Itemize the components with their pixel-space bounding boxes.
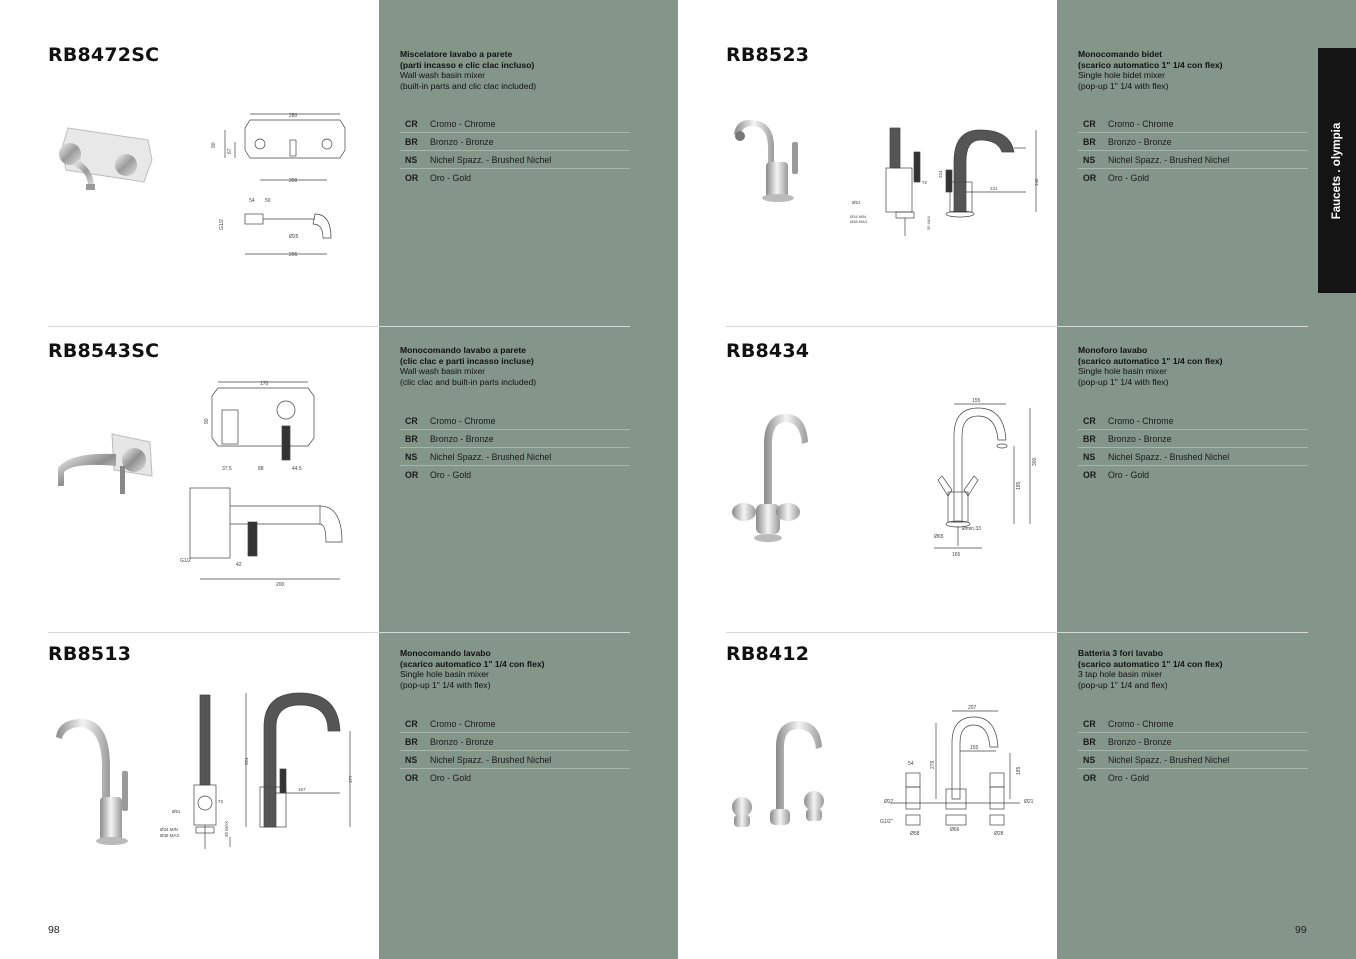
product-rb8543sc [0,296,678,596]
technical-drawing [930,396,1040,561]
svg-text:54: 54 [908,761,914,767]
product-description: Monocomando lavabo (scarico automatico 1" 1/4 con flex) Single hole basin mixer (pop-up 1" 1/4 with flex) [400,648,545,690]
svg-text:90: 90 [204,418,210,424]
svg-text:G1/2: G1/2 [180,558,191,564]
svg-text:Ømin.33: Ømin.33 [962,526,981,532]
finish-row: BR Bronzo - Bronze [1078,133,1308,151]
svg-text:155: 155 [972,398,981,404]
svg-text:67: 67 [227,148,233,154]
finish-row: CR Cromo - Chrome [1078,412,1308,430]
finish-list [1078,412,1308,484]
finish-row: NS Nichel Spazz. - Brushed Nichel [1078,151,1308,169]
finish-row: OR Oro - Gold [405,773,472,783]
svg-text:224: 224 [938,170,943,178]
technical-drawing [180,376,360,591]
svg-text:42: 42 [236,562,242,568]
section-side-tab [1318,48,1356,293]
finish-row: NS Nichel Spazz. - Brushed Nichel [1078,448,1308,466]
technical-drawing [850,122,1045,242]
finish-row: BR Bronzo - Bronze [1078,733,1308,751]
svg-text:Ø65: Ø65 [934,534,944,540]
product-photo [48,707,148,847]
product-description: Miscelatore lavabo a parete (parti incasso e clic clac incluso) Wall wash basin mixer (built-in parts and clic clac included) [400,49,537,91]
product-rb8472sc [0,0,678,300]
finish-row: OR Oro - Gold [1083,470,1150,480]
svg-text:Ø21: Ø21 [1024,799,1034,805]
product-description: Monocomando bidet (scarico automatico 1" 1/4 con flex) Single hole bidet mixer (pop-up 1" 1/4 with flex) [1078,49,1223,91]
product-rb8523 [678,0,1356,300]
right-page [678,0,1356,959]
svg-text:90: 90 [211,142,217,148]
finish-row: BR Bronzo - Bronze [1078,430,1308,448]
svg-text:207: 207 [968,705,977,711]
svg-text:35 MAX: 35 MAX [926,215,931,230]
finish-row: BR Bronzo - Bronze [400,733,630,751]
svg-text:50: 50 [265,198,271,204]
svg-text:200: 200 [289,178,298,184]
finish-row: OR Oro - Gold [405,470,472,480]
svg-text:185: 185 [1016,766,1022,775]
product-photo [730,110,820,205]
finish-row: CR Cromo - Chrome [1078,715,1308,733]
svg-text:35 MAX: 35 MAX [224,820,229,837]
finish-row: OR Oro - Gold [405,173,472,183]
svg-text:300: 300 [1032,457,1038,466]
svg-text:200: 200 [276,582,285,588]
product-code: RB8412 [726,643,810,665]
finish-list [400,412,630,484]
finish-row: NS Nichel Spazz. - Brushed Nichel [1078,751,1308,769]
product-code: RB8472SC [48,44,160,66]
svg-text:146: 146 [1034,178,1039,186]
finish-row: CR Cromo - Chrome [400,412,630,430]
svg-text:Ø25: Ø25 [289,234,299,240]
product-photo [728,717,838,837]
technical-drawing [160,687,355,862]
svg-text:G1/2": G1/2" [880,819,893,825]
svg-text:Ø51: Ø51 [172,809,181,814]
product-rb8434 [678,296,1356,596]
product-description: Batteria 3 fori lavabo (scarico automatico 1" 1/4 con flex) 3 tap hole basin mixer (pop-up 1" 1/4 and flex) [1078,648,1223,690]
finish-row: CR Cromo - Chrome [1078,115,1308,133]
finish-row: BR Bronzo - Bronze [400,133,630,151]
finish-row: OR Oro - Gold [1083,173,1150,183]
svg-text:Ø34 MIN: Ø34 MIN [850,214,867,219]
svg-text:Ø38 MAX: Ø38 MAX [850,219,868,224]
svg-text:165: 165 [952,552,961,558]
finish-list [1078,715,1308,787]
finish-row: NS Nichel Spazz. - Brushed Nichel [400,751,630,769]
product-rb8412 [678,599,1356,899]
svg-text:37.5: 37.5 [222,466,232,472]
svg-text:44.5: 44.5 [292,466,302,472]
product-photo [50,426,160,506]
finish-row: CR Cromo - Chrome [400,715,630,733]
page-number: 98 [48,924,60,936]
svg-text:Ø38 MAX: Ø38 MAX [160,833,180,838]
svg-text:72: 72 [218,799,224,804]
svg-text:Ø51: Ø51 [852,200,861,205]
svg-text:280: 280 [289,113,298,119]
svg-text:155: 155 [970,745,979,751]
svg-text:Ø58: Ø58 [910,831,920,837]
finish-row: NS Nichel Spazz. - Brushed Nichel [400,151,630,169]
svg-text:72: 72 [922,180,928,185]
product-description: Monoforo lavabo (scarico automatico 1" 1/4 con flex) Single hole basin mixer (pop-up 1" 1/4 with flex) [1078,345,1223,387]
svg-text:157: 157 [298,787,306,792]
product-code: RB8434 [726,340,810,362]
finish-row: OR Oro - Gold [1083,773,1150,783]
product-photo [726,408,816,553]
product-code: RB8543SC [48,340,160,362]
finish-row: CR Cromo - Chrome [400,115,630,133]
svg-text:170: 170 [260,381,269,387]
finish-list [400,115,630,187]
side-tab-label: Faucets . olympia [1331,122,1343,219]
svg-text:54: 54 [249,198,255,204]
finish-row: BR Bronzo - Bronze [400,430,630,448]
svg-text:177: 177 [348,775,353,783]
product-rb8513 [0,599,678,899]
product-code: RB8523 [726,44,810,66]
svg-text:279: 279 [930,760,936,769]
finish-list [1078,115,1308,187]
technical-drawing [870,703,1040,843]
svg-text:195: 195 [1016,481,1022,490]
svg-text:88: 88 [258,466,264,472]
technical-drawing [205,108,365,268]
svg-text:206: 206 [289,252,298,258]
svg-text:324: 324 [244,757,249,765]
finish-row: NS Nichel Spazz. - Brushed Nichel [400,448,630,466]
svg-text:G1/2: G1/2 [219,219,225,230]
product-photo [48,120,158,200]
page-number: 99 [1295,924,1307,936]
svg-text:131: 131 [990,186,998,191]
product-code: RB8513 [48,643,132,665]
svg-text:Ø28: Ø28 [994,831,1004,837]
svg-text:Ø34 MIN: Ø34 MIN [160,827,179,832]
svg-text:Ø66: Ø66 [950,827,960,833]
product-description: Monocomando lavabo a parete (clic clac e parti incasso incluse) Wall wash basin mixer (clic clac and built-in parts included) [400,345,537,387]
svg-text:Ø27: Ø27 [884,799,894,805]
finish-list [400,715,630,787]
